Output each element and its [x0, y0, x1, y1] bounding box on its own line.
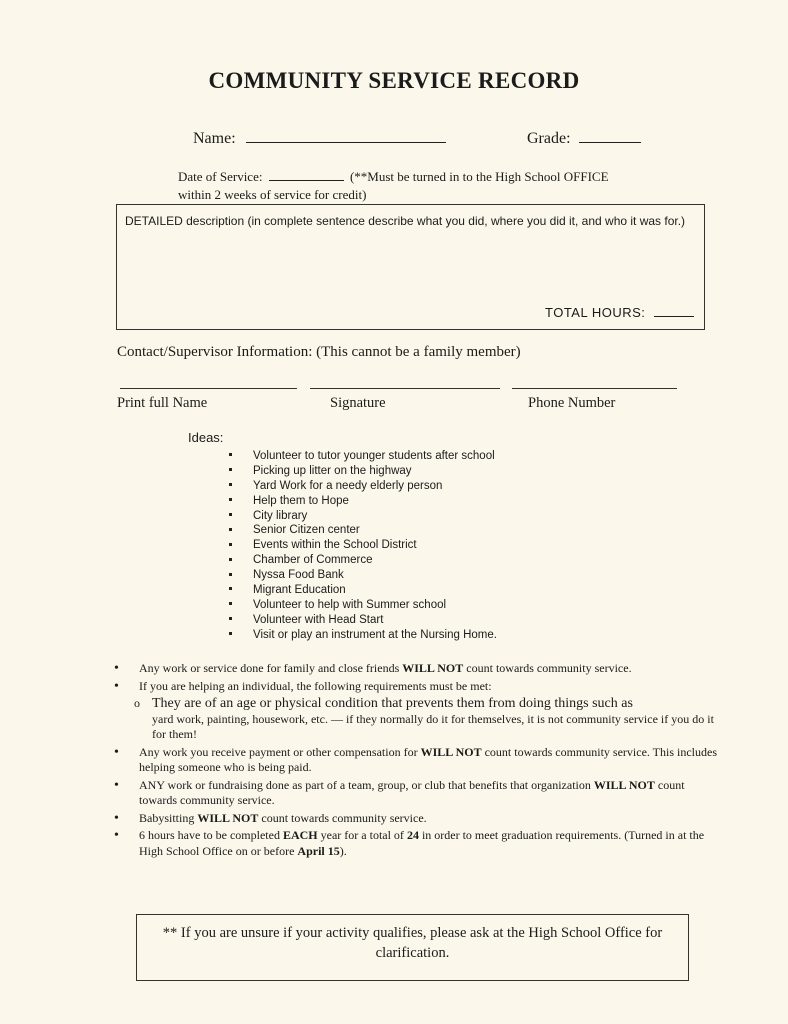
- square-bullet-icon: [229, 483, 232, 486]
- rule-sub-item: o They are of an age or physical condition that prevents them from doing things such as yard work, painting, housework, etc. — if they normally do it for themselves, it is not community service if you do it for them!: [134, 696, 714, 741]
- rule-item: • 6 hours have to be completed EACH year for a total of 24 in order to meet graduation requirements. (Turned in at the High School Office on or before April 15).: [114, 828, 705, 858]
- square-bullet-icon: [229, 617, 232, 620]
- date-label: Date of Service:: [178, 169, 263, 184]
- bullet-icon: •: [114, 810, 119, 826]
- bullet-icon: •: [114, 828, 119, 843]
- list-item: Senior Citizen center: [229, 523, 497, 538]
- list-item: Volunteer with Head Start: [229, 613, 497, 628]
- total-hours-label: TOTAL HOURS:: [545, 305, 646, 320]
- phone-number-label: Phone Number: [528, 395, 616, 411]
- list-item: Picking up litter on the highway: [229, 464, 497, 479]
- print-name-label: Print full Name: [117, 395, 208, 411]
- date-note-1: (**Must be turned in to the High School OFFICE: [349, 169, 609, 184]
- square-bullet-icon: [229, 558, 232, 561]
- bullet-icon: •: [114, 661, 119, 676]
- ideas-list: [229, 449, 497, 643]
- grade-label: Grade:: [527, 130, 571, 147]
- list-item: Volunteer to tutor younger students after school: [229, 449, 497, 464]
- date-row: [178, 168, 648, 204]
- square-bullet-icon: [229, 587, 232, 590]
- date-note-2: within 2 weeks of service for credit): [178, 187, 367, 202]
- list-item: Visit or play an instrument at the Nursing Home.: [229, 628, 497, 643]
- square-bullet-icon: [229, 573, 232, 576]
- square-bullet-icon: [229, 453, 232, 456]
- name-label: Name:: [193, 130, 236, 147]
- list-item: City library: [229, 509, 497, 524]
- description-box[interactable]: [116, 204, 705, 330]
- rule-item: • ANY work or fundraising done as part of a team, group, or club that benefits that organization WILL NOT count towards community service.: [114, 777, 685, 807]
- rule-item: • Any work you receive payment or other compensation for WILL NOT count towards community service. This includes helping someone who is being paid.: [114, 744, 718, 774]
- name-field-line[interactable]: [246, 142, 446, 143]
- bullet-icon: •: [114, 777, 119, 793]
- rules-list: [112, 661, 722, 861]
- contact-label: Contact/Supervisor Information: (This cannot be a family member): [117, 344, 521, 360]
- list-item: Volunteer to help with Summer school: [229, 598, 497, 613]
- description-prompt: DETAILED description (in complete sentence describe what you did, where you did it, and who it was for.): [125, 214, 686, 228]
- list-item: Chamber of Commerce: [229, 553, 497, 568]
- print-name-line[interactable]: [120, 388, 297, 389]
- square-bullet-icon: [229, 528, 232, 531]
- signature-label: Signature: [330, 395, 386, 411]
- total-hours-field-line[interactable]: [654, 316, 694, 317]
- grade-field-line[interactable]: [579, 142, 641, 143]
- square-bullet-icon: [229, 468, 232, 471]
- list-item: Nyssa Food Bank: [229, 568, 497, 583]
- bullet-icon: •: [114, 744, 119, 760]
- list-item: Help them to Hope: [229, 494, 497, 509]
- square-bullet-icon: [229, 513, 232, 516]
- circle-bullet-icon: o: [134, 696, 140, 710]
- grade-row: [527, 130, 641, 148]
- ideas-label: Ideas:: [188, 430, 224, 445]
- clarification-note: ** If you are unsure if your activity qualifies, please ask at the High School Office for clarification.: [136, 914, 689, 981]
- phone-number-line[interactable]: [512, 388, 677, 389]
- page-title: COMMUNITY SERVICE RECORD: [208, 68, 580, 93]
- list-item: Events within the School District: [229, 538, 497, 553]
- bullet-icon: •: [114, 678, 119, 694]
- signature-line[interactable]: [310, 388, 500, 389]
- list-item: Yard Work for a needy elderly person: [229, 479, 497, 494]
- rule-item: • Any work or service done for family and close friends WILL NOT count towards community service.: [114, 661, 632, 676]
- total-hours: [545, 305, 694, 320]
- square-bullet-icon: [229, 543, 232, 546]
- list-item: Migrant Education: [229, 583, 497, 598]
- date-field-line[interactable]: [269, 180, 344, 181]
- name-row: [193, 130, 446, 148]
- square-bullet-icon: [229, 498, 232, 501]
- rule-item: • If you are helping an individual, the following requirements must be met:: [114, 678, 492, 694]
- square-bullet-icon: [229, 602, 232, 605]
- square-bullet-icon: [229, 632, 232, 635]
- rule-item: • Babysitting WILL NOT count towards community service.: [114, 810, 427, 826]
